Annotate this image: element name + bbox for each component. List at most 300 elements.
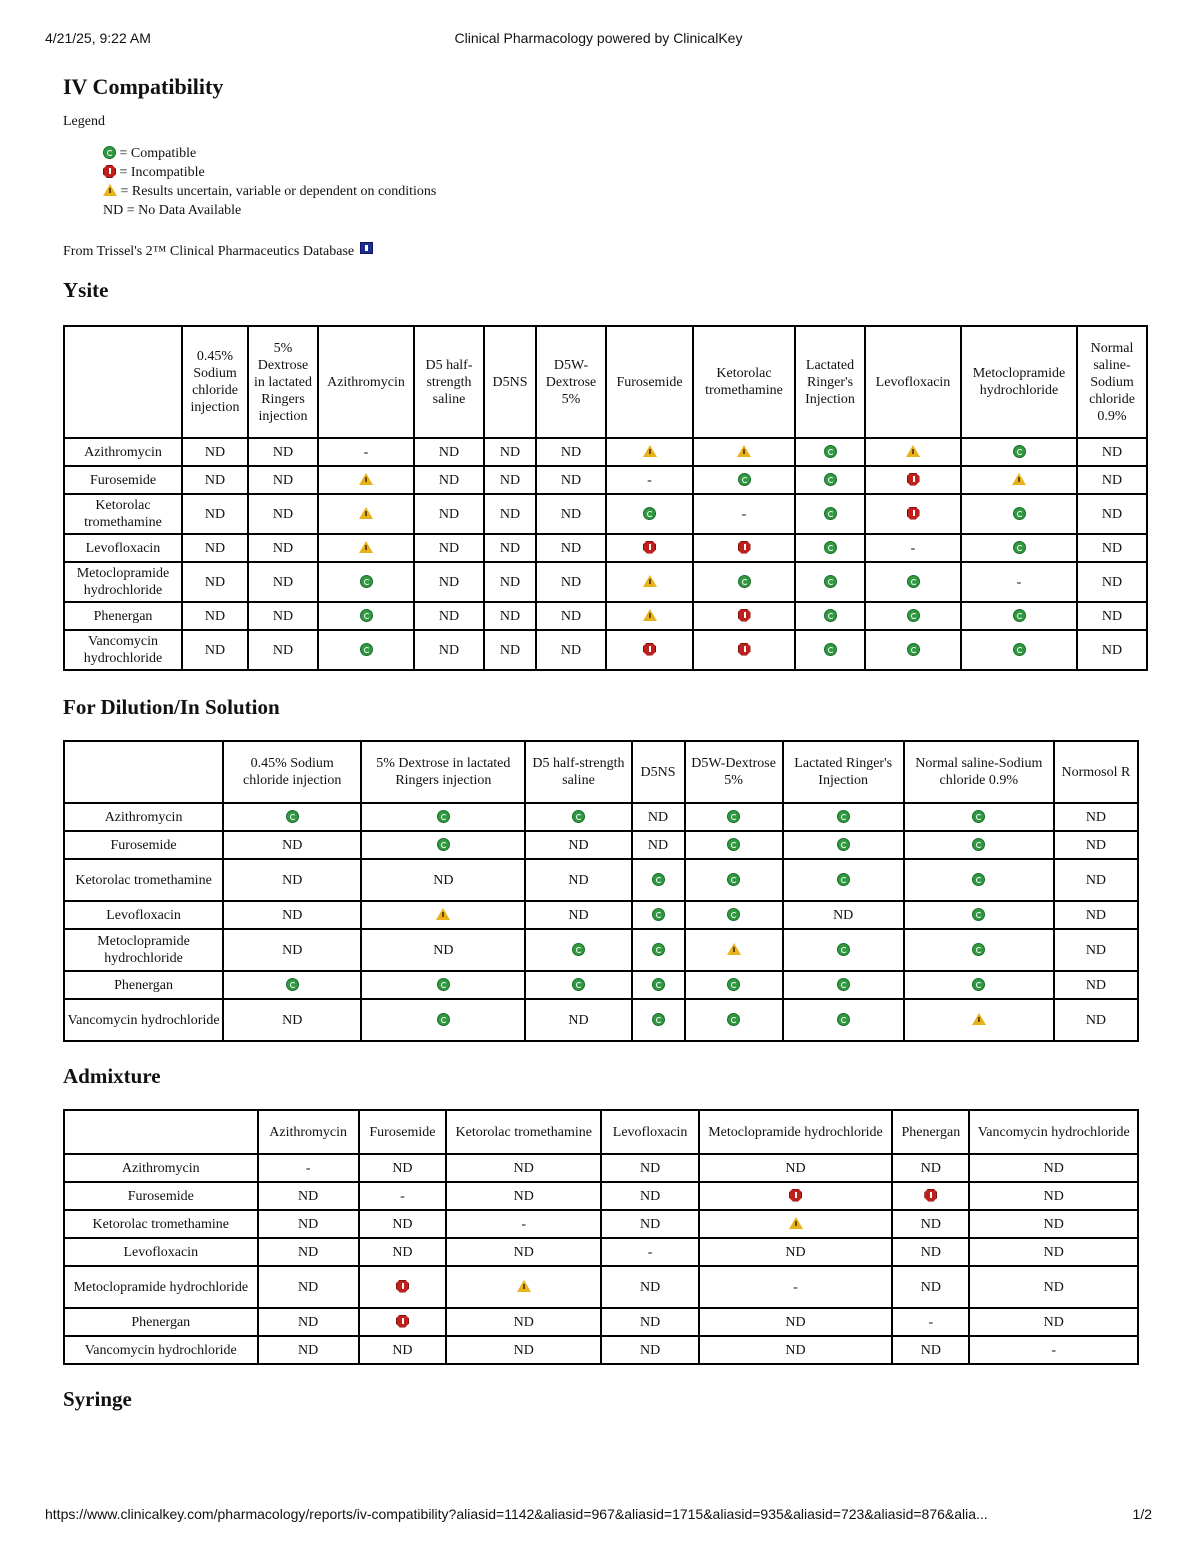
uncertain-icon — [643, 609, 657, 621]
compat-cell — [685, 831, 783, 859]
compat-cell — [632, 901, 685, 929]
column-header-levofloxacin: Levofloxacin — [865, 326, 961, 438]
compatible-icon — [972, 978, 985, 991]
compat-cell — [783, 929, 904, 971]
compat-cell: ND — [699, 1154, 893, 1182]
legend-uncertain-text: = Results uncertain, variable or dependent on conditions — [120, 184, 437, 199]
compatible-icon — [360, 609, 373, 622]
compat-cell: ND — [1054, 859, 1138, 901]
compatible-icon — [727, 1013, 740, 1026]
compat-cell — [525, 929, 631, 971]
compatible-icon — [824, 507, 837, 520]
legend-compatible-text: = Compatible — [119, 146, 197, 161]
table-row — [64, 1308, 1138, 1336]
compat-cell: ND — [182, 630, 248, 670]
incompatible-icon — [643, 643, 656, 656]
column-header-normosol-r: Normosol R — [1054, 741, 1138, 803]
table-row — [64, 859, 1138, 901]
compat-cell: ND — [699, 1336, 893, 1364]
compat-cell: ND — [258, 1266, 359, 1308]
compat-cell: ND — [258, 1210, 359, 1238]
compat-cell: ND — [525, 831, 631, 859]
legend-title: Legend — [63, 114, 105, 129]
compat-cell — [865, 630, 961, 670]
compat-cell — [632, 929, 685, 971]
compat-cell: ND — [182, 534, 248, 562]
compat-cell: ND — [783, 901, 904, 929]
uncertain-icon — [643, 445, 657, 457]
compat-cell — [632, 859, 685, 901]
compatible-icon — [727, 978, 740, 991]
corner-cell — [64, 1110, 258, 1154]
compat-cell: ND — [182, 562, 248, 602]
compat-cell: ND — [248, 562, 318, 602]
compat-cell — [632, 999, 685, 1041]
compatible-icon — [837, 810, 850, 823]
compat-cell — [783, 859, 904, 901]
compat-cell: ND — [223, 859, 361, 901]
compat-cell — [783, 999, 904, 1041]
compat-cell — [865, 562, 961, 602]
compat-cell — [795, 534, 865, 562]
compatible-icon — [824, 541, 837, 554]
compat-cell: ND — [699, 1308, 893, 1336]
compat-cell: - — [318, 438, 414, 466]
compat-cell — [904, 859, 1054, 901]
compat-cell — [361, 901, 525, 929]
compat-cell — [693, 466, 795, 494]
column-header-lactated-ringer-s-injection: Lactated Ringer's Injection — [783, 741, 904, 803]
compat-cell: ND — [446, 1154, 601, 1182]
corner-cell — [64, 741, 223, 803]
compat-cell — [632, 971, 685, 999]
compat-cell: ND — [258, 1182, 359, 1210]
compat-cell: ND — [969, 1308, 1138, 1336]
compat-cell — [904, 803, 1054, 831]
compat-cell: ND — [699, 1238, 893, 1266]
compat-cell: ND — [969, 1266, 1138, 1308]
column-header-azithromycin: Azithromycin — [258, 1110, 359, 1154]
table-row — [64, 929, 1138, 971]
compat-cell: ND — [223, 901, 361, 929]
print-date: 4/21/25, 9:22 AM — [45, 30, 151, 46]
compat-cell: ND — [414, 602, 484, 630]
syringe-title: Syringe — [63, 1387, 132, 1411]
compatible-icon — [572, 810, 585, 823]
compat-cell — [361, 971, 525, 999]
compatible-icon — [972, 838, 985, 851]
compat-cell — [865, 466, 961, 494]
compat-cell — [685, 803, 783, 831]
row-header: Furosemide — [64, 466, 182, 494]
row-header: Phenergan — [64, 971, 223, 999]
dilution-title: For Dilution/In Solution — [63, 695, 280, 719]
compat-cell: ND — [484, 602, 536, 630]
source-line — [63, 242, 1148, 260]
compatible-icon — [824, 643, 837, 656]
compat-cell — [904, 999, 1054, 1041]
legend-incompatible — [103, 163, 1148, 182]
column-header-d5-half-strength-saline: D5 half-strength saline — [414, 326, 484, 438]
ysite-title: Ysite — [63, 278, 109, 302]
compat-cell — [904, 929, 1054, 971]
column-header-d5w-dextrose-5: D5W-Dextrose 5% — [536, 326, 606, 438]
compat-cell: ND — [892, 1238, 969, 1266]
compatible-icon — [1013, 507, 1026, 520]
compat-cell — [359, 1308, 446, 1336]
compat-cell — [795, 562, 865, 602]
incompatible-icon — [738, 643, 751, 656]
compat-cell: ND — [182, 602, 248, 630]
compatible-icon — [824, 445, 837, 458]
incompatible-icon — [789, 1189, 802, 1202]
page-title: IV Compatibility — [63, 74, 224, 99]
table-row — [64, 630, 1147, 670]
table-row — [64, 1336, 1138, 1364]
compatible-icon — [727, 908, 740, 921]
corner-cell — [64, 326, 182, 438]
compat-cell: ND — [1077, 466, 1147, 494]
compatible-icon — [286, 978, 299, 991]
compat-cell — [223, 803, 361, 831]
compat-cell — [693, 438, 795, 466]
uncertain-icon — [103, 184, 117, 196]
compat-cell: ND — [601, 1154, 698, 1182]
compat-cell — [606, 630, 693, 670]
table-row — [64, 466, 1147, 494]
admixture-title: Admixture — [63, 1064, 161, 1088]
info-icon[interactable] — [360, 242, 373, 254]
compat-cell: ND — [969, 1182, 1138, 1210]
compatible-icon — [437, 978, 450, 991]
compatible-icon — [360, 575, 373, 588]
compat-cell: ND — [359, 1210, 446, 1238]
compat-cell: ND — [1054, 831, 1138, 859]
uncertain-icon — [359, 541, 373, 553]
compat-cell — [699, 1210, 893, 1238]
compat-cell: ND — [525, 999, 631, 1041]
table-row — [64, 999, 1138, 1041]
compat-cell — [525, 803, 631, 831]
compat-cell: ND — [484, 630, 536, 670]
compat-cell: ND — [182, 494, 248, 534]
table-row — [64, 901, 1138, 929]
compat-cell: ND — [258, 1308, 359, 1336]
column-header-normal-saline-sodium-chloride-0-9: Normal saline-Sodium chloride 0.9% — [904, 741, 1054, 803]
compat-cell: ND — [1054, 971, 1138, 999]
compat-cell: - — [693, 494, 795, 534]
compat-cell: ND — [536, 494, 606, 534]
compat-cell — [961, 602, 1077, 630]
compat-cell: ND — [1054, 999, 1138, 1041]
compat-cell — [359, 1266, 446, 1308]
compatible-icon — [738, 575, 751, 588]
compat-cell: - — [699, 1266, 893, 1308]
compatible-icon — [1013, 643, 1026, 656]
compat-cell: - — [606, 466, 693, 494]
compat-cell — [318, 494, 414, 534]
compat-cell — [525, 971, 631, 999]
table-row — [64, 1154, 1138, 1182]
legend-incompatible-text: = Incompatible — [119, 165, 205, 180]
compat-cell: - — [865, 534, 961, 562]
compat-cell: ND — [248, 466, 318, 494]
column-header-levofloxacin: Levofloxacin — [601, 1110, 698, 1154]
compat-cell: ND — [969, 1238, 1138, 1266]
compat-cell — [318, 562, 414, 602]
compat-cell: ND — [258, 1238, 359, 1266]
compat-cell — [446, 1266, 601, 1308]
compat-cell: - — [258, 1154, 359, 1182]
compat-cell: ND — [258, 1336, 359, 1364]
compat-cell: ND — [484, 562, 536, 602]
compatible-icon — [437, 1013, 450, 1026]
uncertain-icon — [727, 943, 741, 955]
compat-cell: ND — [892, 1154, 969, 1182]
row-header: Levofloxacin — [64, 901, 223, 929]
page-url: https://www.clinicalkey.com/pharmacology/reports/iv-compatibility?aliasid=1142&aliasid=967&aliasid=1715&aliasid=935&aliasid=723&aliasid=876&alia... — [45, 1506, 988, 1522]
incompatible-icon — [907, 507, 920, 520]
compat-cell — [904, 971, 1054, 999]
compat-cell: ND — [414, 534, 484, 562]
compatible-icon — [727, 810, 740, 823]
compat-cell: ND — [484, 466, 536, 494]
table-row — [64, 1238, 1138, 1266]
uncertain-icon — [643, 575, 657, 587]
legend-compatible — [103, 144, 1148, 163]
compat-cell: ND — [892, 1266, 969, 1308]
compat-cell — [685, 901, 783, 929]
compat-cell: - — [969, 1336, 1138, 1364]
compat-cell: ND — [1077, 494, 1147, 534]
uncertain-icon — [359, 473, 373, 485]
table-row — [64, 562, 1147, 602]
print-header — [45, 30, 1152, 50]
uncertain-icon — [1012, 473, 1026, 485]
compat-cell: ND — [248, 438, 318, 466]
compat-cell: ND — [414, 438, 484, 466]
uncertain-icon — [436, 908, 450, 920]
compat-cell: ND — [248, 602, 318, 630]
compatible-icon — [652, 873, 665, 886]
compat-cell — [693, 602, 795, 630]
compatible-icon — [837, 1013, 850, 1026]
compat-cell — [318, 466, 414, 494]
compat-cell: ND — [601, 1182, 698, 1210]
compat-cell: ND — [601, 1308, 698, 1336]
column-header-0-45-sodium-chloride-injection: 0.45% Sodium chloride injection — [182, 326, 248, 438]
compatible-icon — [437, 810, 450, 823]
legend-uncertain — [103, 182, 1148, 201]
compatible-icon — [1013, 445, 1026, 458]
incompatible-icon — [396, 1315, 409, 1328]
compat-cell: ND — [1077, 562, 1147, 602]
compat-cell: ND — [361, 929, 525, 971]
column-header-d5ns: D5NS — [632, 741, 685, 803]
column-header-furosemide: Furosemide — [606, 326, 693, 438]
row-header: Ketorolac tromethamine — [64, 859, 223, 901]
row-header: Ketorolac tromethamine — [64, 494, 182, 534]
compat-cell: ND — [601, 1336, 698, 1364]
compatible-icon — [837, 838, 850, 851]
compatible-icon — [972, 908, 985, 921]
row-header: Vancomycin hydrochloride — [64, 630, 182, 670]
compat-cell — [361, 999, 525, 1041]
compat-cell: ND — [1054, 929, 1138, 971]
compat-cell: ND — [1077, 630, 1147, 670]
dilution-table — [63, 740, 1139, 1042]
compat-cell: ND — [1054, 901, 1138, 929]
column-header-d5ns: D5NS — [484, 326, 536, 438]
compat-cell: - — [892, 1308, 969, 1336]
compat-cell: ND — [969, 1210, 1138, 1238]
compat-cell: ND — [536, 438, 606, 466]
column-header-0-45-sodium-chloride-injection: 0.45% Sodium chloride injection — [223, 741, 361, 803]
row-header: Metoclopramide hydrochloride — [64, 1266, 258, 1308]
compat-cell: ND — [361, 859, 525, 901]
compat-cell — [693, 562, 795, 602]
row-header: Azithromycin — [64, 438, 182, 466]
table-row — [64, 971, 1138, 999]
compat-cell: ND — [414, 562, 484, 602]
compat-cell — [361, 831, 525, 859]
compat-cell: ND — [1077, 438, 1147, 466]
compat-cell: ND — [182, 438, 248, 466]
uncertain-icon — [906, 445, 920, 457]
ysite-table — [63, 325, 1148, 671]
uncertain-icon — [737, 445, 751, 457]
incompatible-icon — [103, 165, 116, 178]
incompatible-icon — [738, 541, 751, 554]
compatible-icon — [652, 908, 665, 921]
uncertain-icon — [789, 1217, 803, 1229]
column-header-azithromycin: Azithromycin — [318, 326, 414, 438]
table-row — [64, 494, 1147, 534]
compatible-icon — [907, 575, 920, 588]
compat-cell: - — [359, 1182, 446, 1210]
row-header: Metoclopramide hydrochloride — [64, 929, 223, 971]
compat-cell — [606, 494, 693, 534]
compat-cell: ND — [536, 534, 606, 562]
row-header: Vancomycin hydrochloride — [64, 999, 223, 1041]
row-header: Levofloxacin — [64, 534, 182, 562]
compat-cell: ND — [536, 630, 606, 670]
compat-cell — [892, 1182, 969, 1210]
compatible-icon — [972, 810, 985, 823]
uncertain-icon — [359, 507, 373, 519]
compat-cell — [795, 438, 865, 466]
table-row — [64, 1266, 1138, 1308]
table-row — [64, 803, 1138, 831]
compat-cell — [606, 562, 693, 602]
compat-cell: ND — [223, 999, 361, 1041]
compatible-icon — [907, 609, 920, 622]
incompatible-icon — [924, 1189, 937, 1202]
column-header-d5-half-strength-saline: D5 half-strength saline — [525, 741, 631, 803]
compat-cell: ND — [414, 494, 484, 534]
compatible-icon — [907, 643, 920, 656]
compat-cell: ND — [525, 901, 631, 929]
compat-cell: ND — [536, 466, 606, 494]
compat-cell: ND — [525, 859, 631, 901]
compatible-icon — [824, 609, 837, 622]
compat-cell — [904, 901, 1054, 929]
compat-cell: - — [601, 1238, 698, 1266]
row-header: Vancomycin hydrochloride — [64, 1336, 258, 1364]
compatible-icon — [738, 473, 751, 486]
compat-cell — [865, 602, 961, 630]
compat-cell: ND — [536, 602, 606, 630]
column-header-vancomycin-hydrochloride: Vancomycin hydrochloride — [969, 1110, 1138, 1154]
column-header-furosemide: Furosemide — [359, 1110, 446, 1154]
compat-cell: - — [446, 1210, 601, 1238]
compatible-icon — [572, 978, 585, 991]
compat-cell: ND — [182, 466, 248, 494]
legend-nd: ND = No Data Available — [103, 203, 242, 218]
compat-cell — [783, 803, 904, 831]
page-number: 1/2 — [1132, 1506, 1152, 1522]
compat-cell — [318, 534, 414, 562]
row-header: Levofloxacin — [64, 1238, 258, 1266]
compatible-icon — [1013, 541, 1026, 554]
column-header-d5w-dextrose-5: D5W-Dextrose 5% — [685, 741, 783, 803]
compat-cell — [783, 831, 904, 859]
compat-cell — [865, 494, 961, 534]
report-content — [63, 74, 1148, 1412]
compat-cell: ND — [359, 1154, 446, 1182]
compat-cell — [795, 494, 865, 534]
column-header-lactated-ringer-s-injection: Lactated Ringer's Injection — [795, 326, 865, 438]
compat-cell — [961, 438, 1077, 466]
compat-cell — [961, 494, 1077, 534]
row-header: Ketorolac tromethamine — [64, 1210, 258, 1238]
compat-cell: ND — [601, 1210, 698, 1238]
compatible-icon — [824, 575, 837, 588]
compat-cell: ND — [632, 831, 685, 859]
compat-cell: ND — [359, 1238, 446, 1266]
admixture-table — [63, 1109, 1139, 1365]
compat-cell: ND — [446, 1182, 601, 1210]
compat-cell: ND — [1077, 534, 1147, 562]
compat-cell — [699, 1182, 893, 1210]
compatible-icon — [643, 507, 656, 520]
compat-cell — [693, 534, 795, 562]
compat-cell: ND — [536, 562, 606, 602]
column-header-metoclopramide-hydrochloride: Metoclopramide hydrochloride — [699, 1110, 893, 1154]
print-footer — [45, 1506, 1152, 1526]
row-header: Phenergan — [64, 1308, 258, 1336]
compat-cell — [904, 831, 1054, 859]
compat-cell: ND — [484, 494, 536, 534]
compat-cell — [795, 602, 865, 630]
compatible-icon — [727, 838, 740, 851]
incompatible-icon — [643, 541, 656, 554]
compat-cell: ND — [414, 466, 484, 494]
compat-cell: ND — [1054, 803, 1138, 831]
uncertain-icon — [517, 1280, 531, 1292]
compat-cell — [685, 999, 783, 1041]
column-header-phenergan: Phenergan — [892, 1110, 969, 1154]
compat-cell — [361, 803, 525, 831]
incompatible-icon — [396, 1280, 409, 1293]
column-header-normal-saline-sodium-chloride-0-9: Normal saline-Sodium chloride 0.9% — [1077, 326, 1147, 438]
compat-cell — [685, 971, 783, 999]
compat-cell — [606, 602, 693, 630]
row-header: Azithromycin — [64, 803, 223, 831]
incompatible-icon — [738, 609, 751, 622]
table-row — [64, 602, 1147, 630]
compat-cell — [865, 438, 961, 466]
